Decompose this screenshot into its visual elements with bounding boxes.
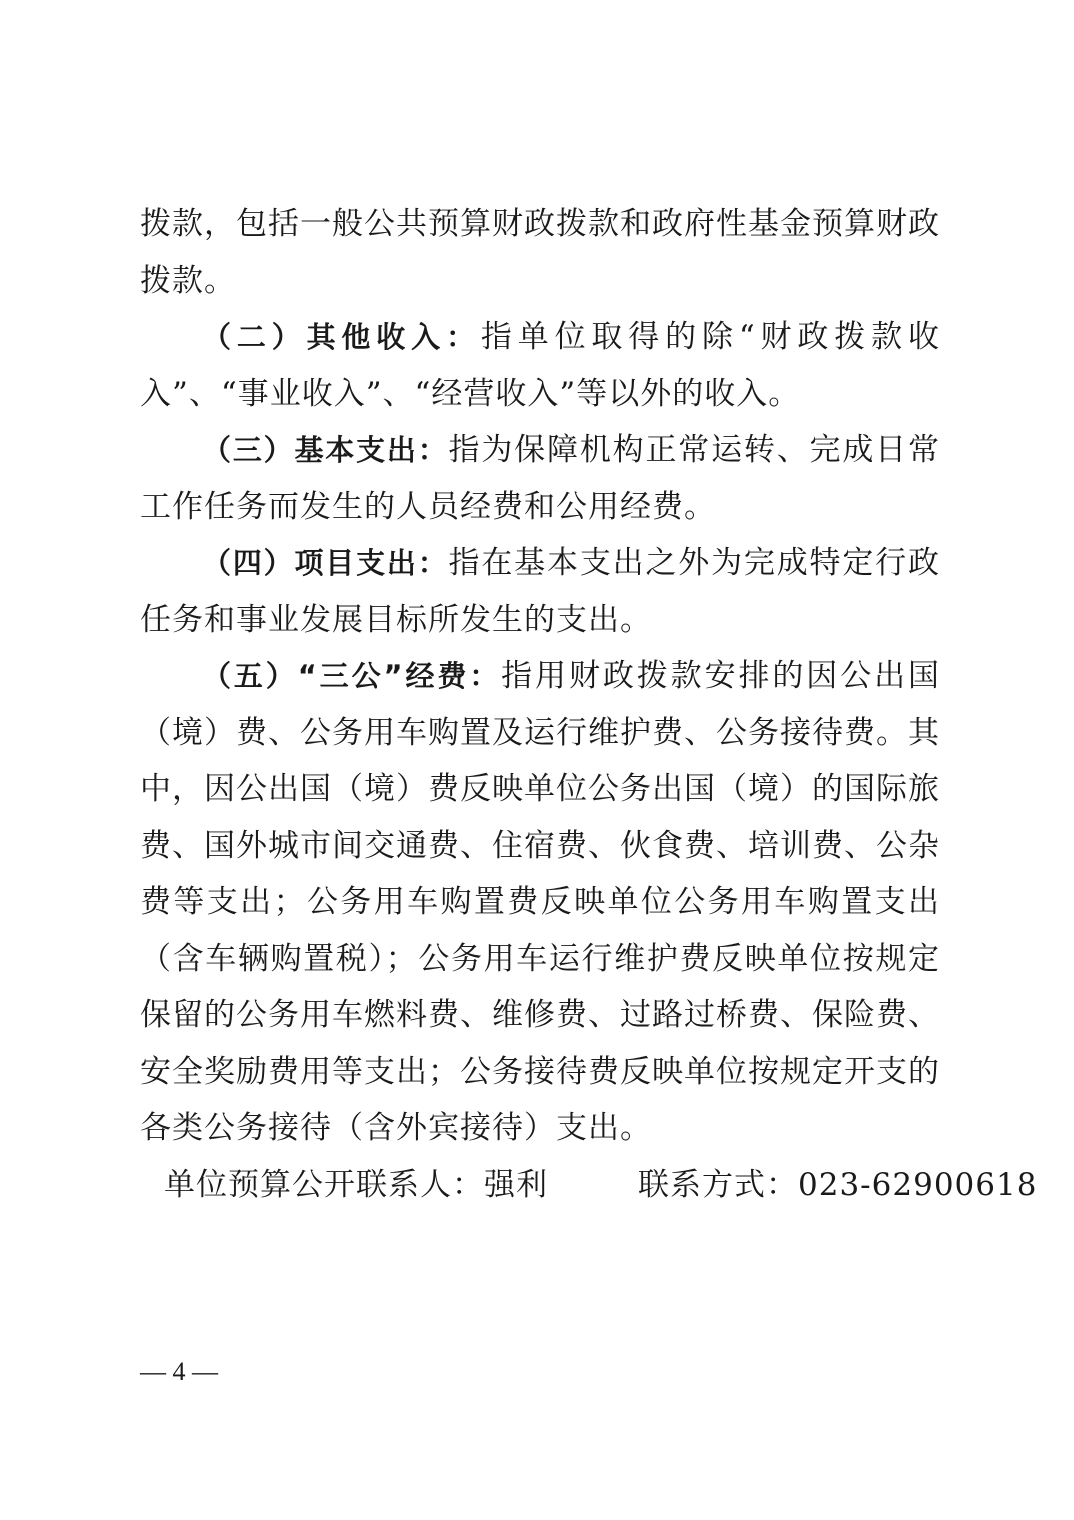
paragraph-heading: （五）“三公”经费：: [202, 659, 502, 693]
paragraph-text: 拨款，包括一般公共预算财政拨款和政府性基金预算财政拨款。: [140, 206, 940, 299]
paragraph-text: 指为保障机构正常运转、完成日常工作任务而发生的人员经费和公用经费。: [140, 432, 940, 525]
paragraph-three-public-expenses: [140, 648, 940, 1157]
paragraph-fiscal-allocation-continuation: [140, 196, 940, 309]
contact-person-label: 单位预算公开联系人：: [164, 1166, 484, 1203]
document-body: [140, 196, 1038, 1213]
paragraph-project-expenditure: [140, 535, 940, 648]
paragraph-basic-expenditure: [140, 422, 940, 535]
paragraph-text: 指单位取得的除“财政拨款收入”、“事业收入”、“经营收入”等以外的收入。: [140, 319, 940, 412]
paragraph-heading: （四）项目支出：: [202, 546, 449, 580]
contact-method-label: 联系方式：: [638, 1166, 798, 1203]
contact-line: [140, 1157, 1038, 1214]
paragraph-text: 指在基本支出之外为完成特定行政任务和事业发展目标所发生的支出。: [140, 545, 940, 638]
paragraph-heading: （三）基本支出：: [202, 433, 449, 467]
paragraph-heading: （二）其他收入：: [202, 320, 481, 354]
contact-phone: 023-62900618: [798, 1166, 1038, 1203]
page-number: — 4 —: [140, 1357, 218, 1386]
contact-person-name: 强利: [484, 1166, 548, 1203]
paragraph-other-income: [140, 309, 940, 422]
paragraph-text: 指用财政拨款安排的因公出国（境）费、公务用车购置及运行维护费、公务接待费。其中，因公出国（境）费反映单位公务出国（境）的国际旅费、国外城市间交通费、住宿费、伙食费、培训费、公杂费等支出；公务用车购置费反映单位公务用车购置支出（含车辆购置税）；公务用车运行维护费反映单位按规定保留的公务用车燃料费、维修费、过路过桥费、保险费、安全奖励费用等支出；公务接待费反映单位按规定开支的各类公务接待（含外宾接待）支出。: [140, 658, 940, 1146]
